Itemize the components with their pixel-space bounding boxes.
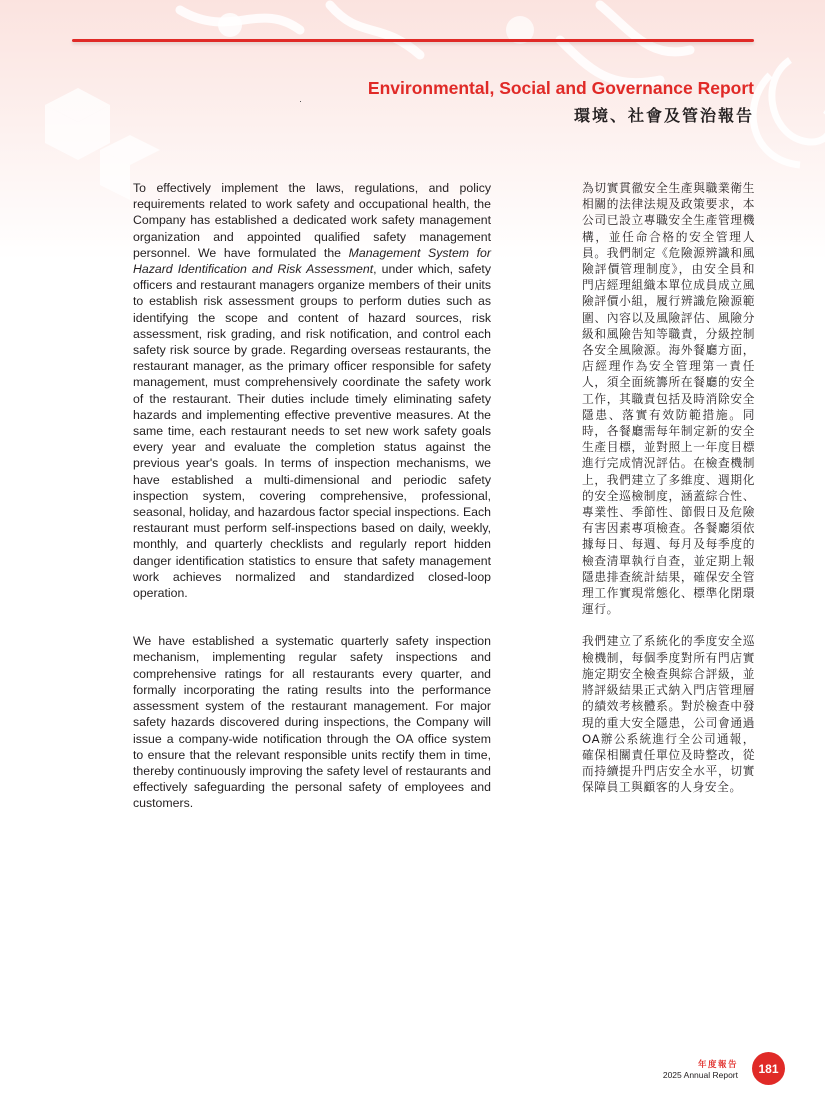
english-paragraph-1 [133,180,491,601]
english-body-column [133,180,491,812]
page-number-badge: 181 [752,1052,785,1085]
english-paragraph-1-start: To effectively implement the laws, regulations, and policy requirements related to work safety and occupational health, the Company has established a dedicated work safety management organization and appointed qualified safety management personnel. We have formulated the [133,181,491,260]
footer-annual-report-en: 2025 Annual Report [662,1070,738,1080]
footer-annual-report-zh: 年度報告 [697,1060,738,1070]
english-paragraph-1-end: , under which, safety officers and restaurant managers organize members of their units to establish risk assessment groups to perform duties such as identifying the scope and content of hazard sources, risk assessment, risk grading, and risk notification, and control each safety risk source by grade. Regarding overseas restaurants, the restaurant manager, as the primary officer responsible for safety management, must comprehensively coordinate the safety work of the restaurant. Their duties include timely eliminating safety hazards and implementing effective preventive measures. At the same time, each restaurant needs to set new work safety goals every year and evaluate the completion status against the previous year's goals. In terms of inspection mechanisms, we have established a multi-dimensional and periodic safety inspection system, covering comprehensive, professional, seasonal, holiday, and hazardous factor special inspections. Each restaurant must perform self-inspections based on daily, weekly, monthly, and quarterly checklists and regularly report hidden danger identification statistics to ensure that safety management work achieves normalized and standardized closed-loop operation. [133,262,491,601]
chinese-paragraph-2: 我們建立了系統化的季度安全巡檢機制，每個季度對所有門店實施定期安全檢查與綜合評級，並將評級結果正式納入門店管理層的績效考核體系。對於檢查中發現的重大安全隱患，公司會通過OA辦公系統進行全公司通報，確保相關責任單位及時整改，從而持續提升門店安全水平，切實保障員工與顧客的人身安全。 [582,634,755,795]
chinese-body-column [582,180,755,796]
header-red-rule [72,39,754,42]
chinese-paragraph-1: 為切實貫徹安全生產與職業衛生相關的法律法規及政策要求，本公司已設立專職安全生產管理機構，並任命合格的安全管理人員。我們制定《危險源辨識和風險評價管理制度》，由安全員和門店經理組織本單位成員成立風險評價小組，履行辨識危險源範圍、內容以及風險評估、風險分級和風險告知等職責，分級控制各安全風險源。海外餐廳方面，店經理作為安全管理第一責任人，須全面統籌所在餐廳的安全工作，其職責包括及時消除安全隱患、落實有效防範措施。同時，各餐廳需每年制定新的安全生產目標，並對照上一年度目標進行完成情況評估。在檢查機制上，我們建立了多維度、週期化的安全巡檢制度，涵蓋綜合性、專業性、季節性、節假日及危險有害因素專項檢查。各餐廳須依據每日、每週、每月及每季度的檢查清單執行自查，並定期上報隱患排查統計結果，確保安全管理工作實現常態化、標準化閉環運行。 [582,181,755,617]
report-title-en: Environmental, Social and Governance Report [367,78,754,98]
english-paragraph-2: We have established a systematic quarterly safety inspection mechanism, implementing regular safety inspections and comprehensive ratings for all restaurants every quarter, and formally incorporating the rating results into the performance assessment system of the restaurant management. For major safety hazards discovered during inspections, the Company will issue a company-wide notification through the OA office system to ensure that the relevant responsible units rectify them in time, thereby continuously improving the safety level of restaurants and effectively safeguarding the personal safety of employees and customers. [133,634,491,811]
management-system-title: Management System for Hazard Identification and Risk Assessment [133,245,491,277]
report-title-zh: 環境、社會及管治報告 [573,106,754,125]
stray-dot [300,101,301,102]
